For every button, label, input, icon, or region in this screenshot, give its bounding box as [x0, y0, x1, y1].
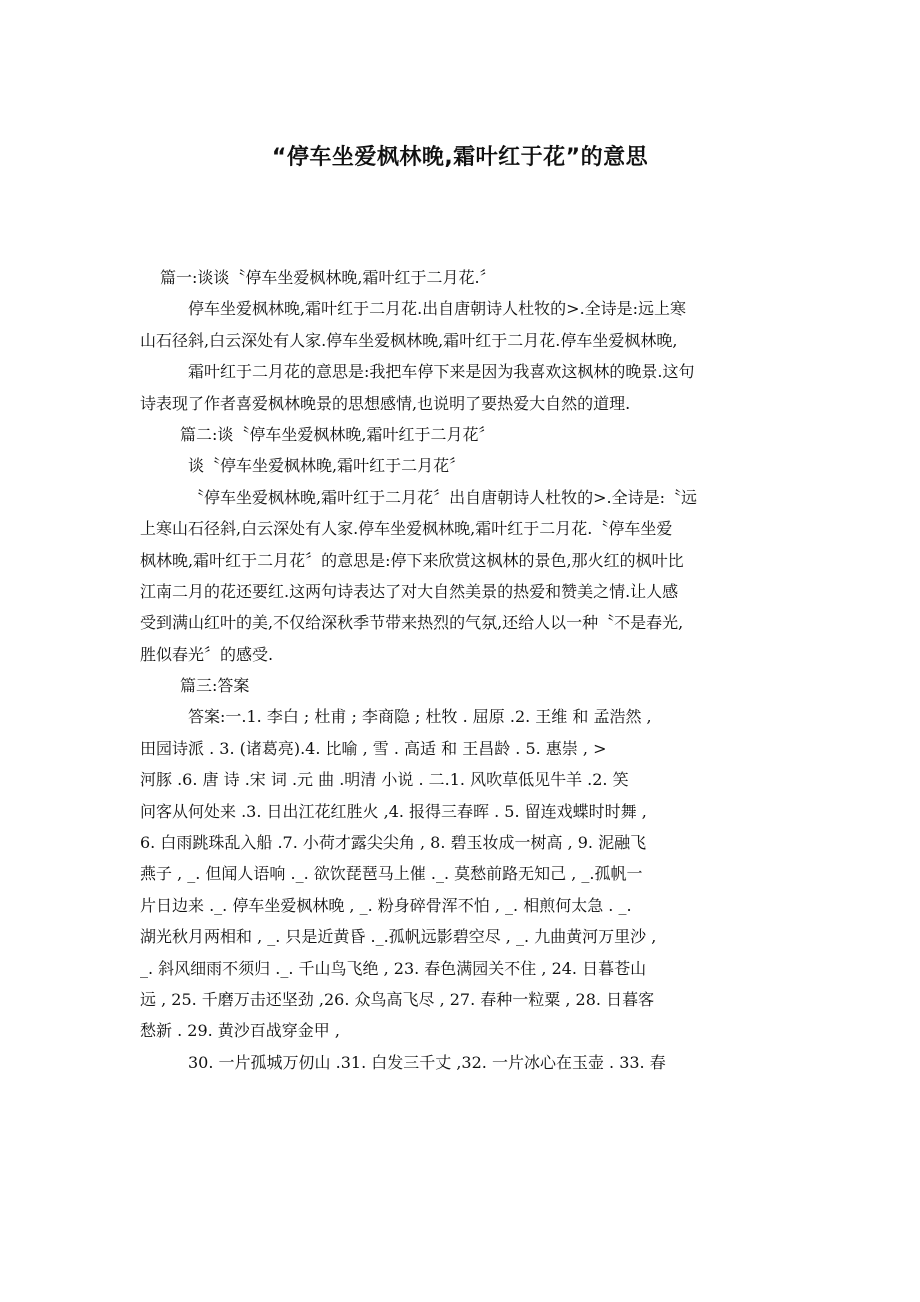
paragraph-line: 片日边来 ._. 停车坐爱枫林晚 , _. 粉身碎骨浑不怕 , _. 相煎何太急 . _.	[140, 895, 632, 915]
paragraph-line: 枫林晚,霜叶红于二月花〞的意思是:停下来欣赏这枫林的景色,那火红的枫叶比	[140, 550, 684, 570]
paragraph-line: 诗表现了作者喜爱枫林晚景的思想感情,也说明了要热爱大自然的道理.	[140, 393, 631, 413]
paragraph-line: 30. 一片孤城万仞山 .31. 白发三千丈 ,32. 一片冰心在玉壶 . 33. 春	[188, 1052, 666, 1072]
paragraph-line: 霜叶红于二月花的意思是:我把车停下来是因为我喜欢这枫林的晚景.这句	[188, 362, 695, 382]
section-heading: 篇二:谈〝停车坐爱枫林晚,霜叶红于二月花〞	[180, 424, 495, 444]
paragraph-line: 湖光秋月两相和 , _. 只是近黄昏 ._.孤帆远影碧空尽 , _. 九曲黄河万里沙 ,	[140, 927, 657, 947]
paragraph-line: 河豚 .6. 唐 诗 .宋 词 .元 曲 .明清 小说 . 二.1. 风吹草低见牛羊 .2. 笑	[140, 770, 629, 790]
paragraph-line: 田园诗派 . 3. (诸葛亮).4. 比喻 , 雪 . 高适 和 王昌龄 . 5. 惠崇 , >	[140, 738, 607, 758]
paragraph-line: 受到满山红叶的美,不仅给深秋季节带来热烈的气氛,还给人以一种〝不是春光,	[140, 613, 684, 633]
paragraph-line: 远 , 25. 千磨万击还坚劲 ,26. 众鸟高飞尽 , 27. 春种一粒粟 , 28. 日暮客	[140, 989, 655, 1009]
paragraph-line: 问客从何处来 .3. 日出江花红胜火 ,4. 报得三春晖 . 5. 留连戏蝶时时舞 ,	[140, 801, 647, 821]
paragraph-line: 江南二月的花还要红.这两句诗表达了对大自然美景的热爱和赞美之情.让人感	[140, 581, 679, 601]
paragraph-line: 停车坐爱枫林晚,霜叶红于二月花.出自唐朝诗人杜牧的>.全诗是:远上寒	[188, 299, 687, 319]
document-title: “停车坐爱枫林晚,霜叶红于花”的意思	[271, 145, 649, 170]
paragraph-line: 胜似春光〞的感受.	[140, 644, 274, 664]
paragraph-line: 6. 白雨跳珠乱入船 .7. 小荷才露尖尖角 , 8. 碧玉妆成一树高 , 9. 泥融飞	[140, 833, 647, 853]
paragraph-line: 上寒山石径斜,白云深处有人家.停车坐爱枫林晚,霜叶红于二月花.〝停车坐爱	[140, 519, 673, 539]
section-heading: 篇一:谈谈〝停车坐爱枫林晚,霜叶红于二月花.〞	[160, 268, 496, 287]
paragraph-line: _. 斜风细雨不须归 ._. 千山鸟飞绝 , 23. 春色满园关不住 , 24. 日暮苍山	[140, 958, 647, 978]
paragraph-line: 燕子 , _. 但闻人语响 ._. 欲饮琵琶马上催 ._. 莫愁前路无知己 , _.孤帆一	[140, 864, 643, 884]
paragraph-line: 谈〝停车坐爱枫林晚,霜叶红于二月花〞	[188, 456, 466, 476]
paragraph-line: 〝停车坐爱枫林晚,霜叶红于二月花〞出自唐朝诗人杜牧的>.全诗是:〝远	[188, 487, 697, 507]
paragraph-line: 愁新 . 29. 黄沙百战穿金甲 ,	[140, 1021, 340, 1041]
section-heading: 篇三:答案	[180, 676, 250, 696]
paragraph-line: 答案:一.1. 李白 ; 杜甫 ; 李商隐 ; 杜牧 . 屈原 .2. 王维 和 孟浩然 ,	[188, 707, 652, 727]
document-body	[140, 262, 790, 1078]
paragraph-line: 山石径斜,白云深处有人家.停车坐爱枫林晚,霜叶红于二月花.停车坐爱枫林晚,	[140, 330, 678, 350]
